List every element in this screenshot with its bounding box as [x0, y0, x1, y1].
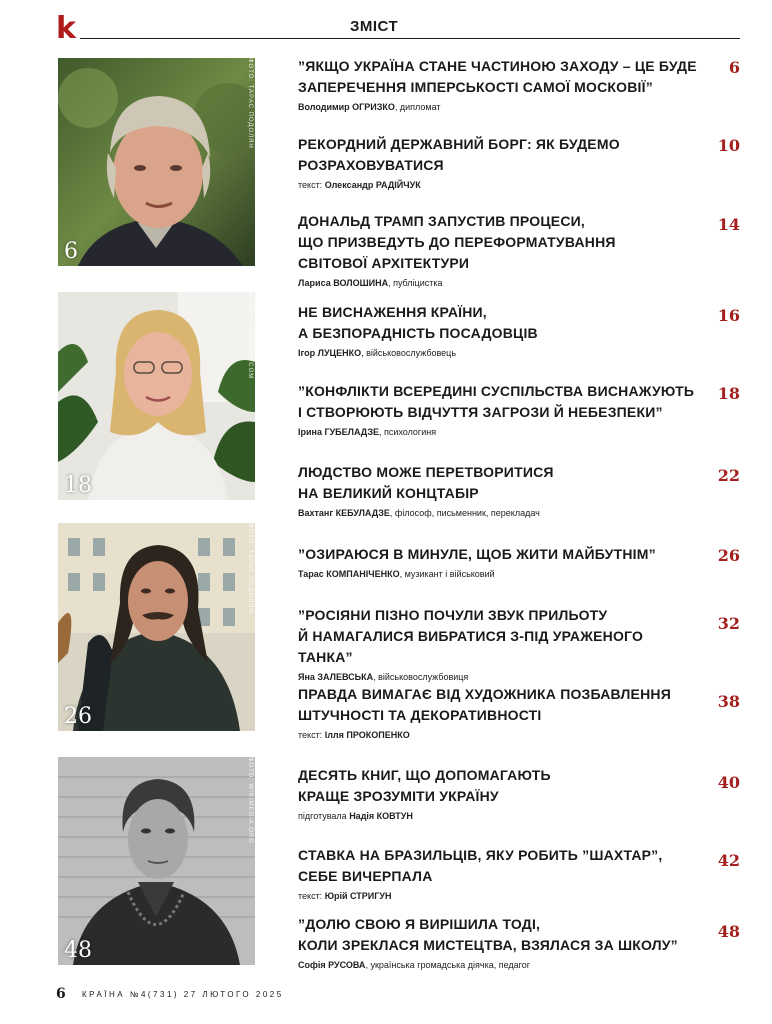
entry-title: ДЕСЯТЬ КНИГ, ЩО ДОПОМАГАЮТЬ КРАЩЕ ЗРОЗУМІТИ УКРАЇНУ: [298, 767, 551, 804]
entry-byline: Яна ЗАЛЕВСЬКА, військовослужбовиця: [298, 672, 469, 682]
entry-page-number[interactable]: 22: [717, 466, 740, 485]
photo-credit: ФОТО: ТАРАС ПОДОЛЯН: [247, 58, 253, 149]
portrait-photo-4: [58, 757, 255, 965]
entry-byline: Софія РУСОВА, українська громадська діячка, педагог: [298, 960, 531, 970]
portrait-kompanichenko-image: [58, 523, 255, 731]
photo-page-number: 48: [64, 938, 92, 963]
entry-page-number[interactable]: 10: [717, 136, 740, 155]
footer-issue-info: КРАЇНА №4(731) 27 ЛЮТОГО 2025: [82, 990, 284, 999]
photo-credit: ФОТО: ТАРАС ПОДОЛЯН: [247, 523, 253, 614]
footer-page-number: 6: [56, 986, 66, 1002]
header-divider: [80, 38, 740, 39]
entry-byline: підготувала Надія КОВТУН: [298, 811, 413, 821]
entry-byline: Лариса ВОЛОШИНА, публіцистка: [298, 278, 443, 288]
entry-page-number[interactable]: 18: [717, 384, 740, 403]
entry-page-number[interactable]: 32: [717, 614, 740, 633]
entry-byline: Володимир ОГРИЗКО, дипломат: [298, 102, 441, 112]
entry-title: РЕКОРДНИЙ ДЕРЖАВНИЙ БОРГ: ЯК БУДЕМО РОЗРАХОВУВАТИСЯ: [298, 136, 620, 173]
portrait-gubeladze-image: [58, 292, 255, 500]
portrait-rusova-image: [58, 757, 255, 965]
photo-page-number: 18: [64, 473, 92, 498]
photo-credit: ФОТО: WIKIMEDIA.ORG: [247, 757, 253, 844]
entry-title: ”ЯКЩО УКРАЇНА СТАНЕ ЧАСТИНОЮ ЗАХОДУ – ЦЕ БУДЕ ЗАПЕРЕЧЕННЯ ІМПЕРСЬКОСТІ САМОЇ МОСКОВІЇ”: [298, 58, 697, 95]
entry-byline: Вахтанг КЕБУЛАДЗЕ, філософ, письменник, перекладач: [298, 508, 540, 518]
entry-page-number[interactable]: 40: [717, 773, 740, 792]
entry-title: ”РОСІЯНИ ПІЗНО ПОЧУЛИ ЗВУК ПРИЛЬОТУ Й НАМАГАЛИСЯ ВИБРАТИСЯ З-ПІД УРАЖЕНОГО ТАНКА”: [298, 607, 644, 665]
portrait-photo-3: [58, 523, 255, 731]
photo-credit: ФОТО: FACEBOOK.COM: [247, 292, 253, 380]
photo-page-number: 6: [64, 239, 78, 264]
entry-page-number[interactable]: 48: [717, 922, 740, 941]
toc-entry[interactable]: [298, 211, 738, 290]
entry-byline: текст: Олександр РАДІЙЧУК: [298, 180, 421, 190]
entry-byline: текст: Ілля ПРОКОПЕНКО: [298, 730, 410, 740]
entry-page-number[interactable]: 38: [717, 692, 740, 711]
toc-entry[interactable]: [298, 381, 738, 439]
entry-page-number[interactable]: 14: [717, 215, 740, 234]
toc-entry[interactable]: [298, 914, 738, 972]
toc-entry[interactable]: [298, 462, 738, 520]
entry-byline: Ірина ГУБЕЛАДЗЕ, психологиня: [298, 427, 437, 437]
toc-entry[interactable]: [298, 544, 738, 581]
magazine-logo: k: [56, 11, 76, 46]
portrait-ogryzko-image: [58, 58, 255, 266]
entry-title: ЛЮДСТВО МОЖЕ ПЕРЕТВОРИТИСЯ НА ВЕЛИКИЙ КОНЦТАБІР: [298, 464, 554, 501]
entry-title: ”ДОЛЮ СВОЮ Я ВИРІШИЛА ТОДІ, КОЛИ ЗРЕКЛАСЯ МИСТЕЦТВА, ВЗЯЛАСЯ ЗА ШКОЛУ”: [298, 916, 678, 953]
entry-title: НЕ ВИСНАЖЕННЯ КРАЇНИ, А БЕЗПОРАДНІСТЬ ПОСАДОВЦІВ: [298, 304, 538, 341]
toc-entry[interactable]: [298, 845, 738, 903]
toc-entry[interactable]: [298, 302, 738, 360]
entry-byline: Тарас КОМПАНІЧЕНКО, музикант і військовий: [298, 569, 495, 579]
portrait-photo-2: [58, 292, 255, 500]
entry-page-number[interactable]: 6: [728, 58, 740, 77]
entry-byline: текст: Юрій СТРИГУН: [298, 891, 392, 901]
toc-entry[interactable]: [298, 134, 738, 192]
toc-entry[interactable]: [298, 56, 738, 114]
portrait-photo-1: [58, 58, 255, 266]
entry-title: СТАВКА НА БРАЗИЛЬЦІВ, ЯКУ РОБИТЬ ”ШАХТАР”, СЕБЕ ВИЧЕРПАЛА: [298, 847, 663, 884]
entry-title: ”КОНФЛІКТИ ВСЕРЕДИНІ СУСПІЛЬСТВА ВИСНАЖУЮТЬ І СТВОРЮЮТЬ ВІДЧУТТЯ ЗАГРОЗИ Й НЕБЕЗПЕКИ”: [298, 383, 695, 420]
entry-title: ПРАВДА ВИМАГАЄ ВІД ХУДОЖНИКА ПОЗБАВЛЕННЯ ШТУЧНОСТІ ТА ДЕКОРАТИВНОСТІ: [298, 686, 671, 723]
photo-page-number: 26: [64, 704, 92, 729]
page-title: ЗМІСТ: [350, 18, 399, 35]
entry-title: ”ОЗИРАЮСЯ В МИНУЛЕ, ЩОБ ЖИТИ МАЙБУТНІМ”: [298, 546, 656, 562]
toc-entry[interactable]: [298, 684, 738, 742]
entry-page-number[interactable]: 42: [717, 851, 740, 870]
toc-entry[interactable]: [298, 605, 738, 684]
entry-page-number[interactable]: 16: [717, 306, 740, 325]
entry-page-number[interactable]: 26: [717, 546, 740, 565]
entry-byline: Ігор ЛУЦЕНКО, військовослужбовець: [298, 348, 457, 358]
entry-title: ДОНАЛЬД ТРАМП ЗАПУСТИВ ПРОЦЕСИ, ЩО ПРИЗВЕДУТЬ ДО ПЕРЕФОРМАТУВАННЯ СВІТОВОЇ АРХІТЕКТУРИ: [298, 213, 616, 271]
toc-entry[interactable]: [298, 765, 738, 823]
